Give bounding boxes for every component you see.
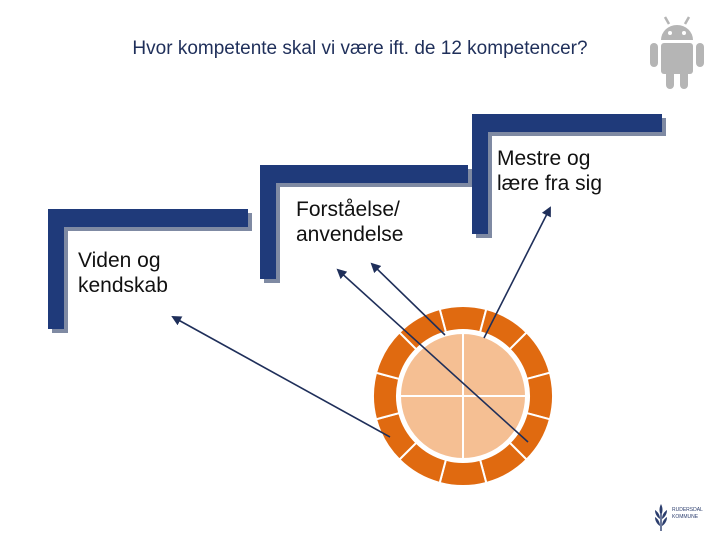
step-label-line: Mestre og (497, 147, 591, 170)
step-label-line: Forståelse/ (296, 198, 400, 221)
competence-wheel (373, 306, 553, 486)
arrow-to-mastery (484, 208, 550, 338)
step-label-line: Viden og (78, 249, 161, 272)
step-label-line: kendskab (78, 274, 168, 297)
organization-name-line: RUDERSDAL (672, 507, 703, 513)
wheel-outer-segment (440, 306, 487, 332)
step-label-line: anvendelse (296, 223, 404, 246)
organization-name (672, 507, 716, 521)
android-icon (648, 14, 706, 92)
arrow-to-knowledge (173, 317, 390, 437)
rudersdal-logo-icon (652, 502, 670, 532)
wheel-outer-segment (527, 373, 553, 420)
organization-name-line: KOMMUNE (672, 514, 699, 520)
slide-title: Hvor kompetente skal vi være ift. de 12 kompetencer? (132, 38, 588, 59)
wheel-outer-segment (440, 460, 487, 486)
step-label-line: lære fra sig (497, 172, 603, 195)
wheel-outer-segment (373, 373, 399, 420)
